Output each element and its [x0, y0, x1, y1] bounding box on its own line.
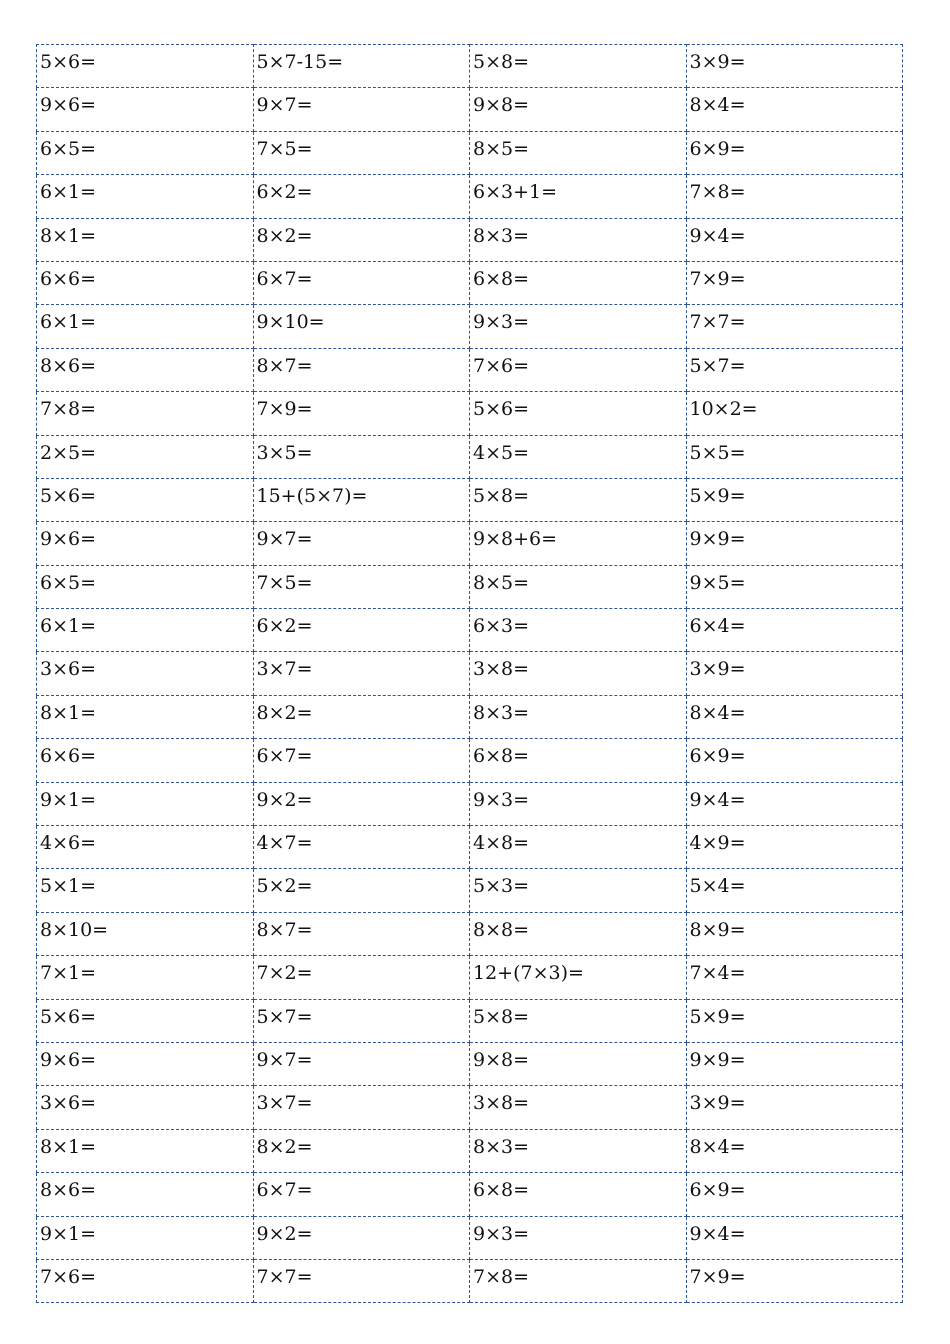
problem-text: 6×7=	[256, 267, 313, 290]
problem-cell	[253, 826, 470, 869]
problem-text: 7×1=	[40, 962, 97, 985]
problem-cell	[470, 695, 687, 738]
problem-text: 6×2=	[256, 181, 313, 204]
problem-text: 7×6=	[40, 1265, 97, 1288]
problem-row	[37, 912, 903, 955]
problem-cell	[37, 652, 254, 695]
problem-cell	[37, 1129, 254, 1172]
problem-row	[37, 218, 903, 261]
problem-cell	[253, 695, 470, 738]
problem-text: 3×6=	[40, 658, 97, 681]
problem-text: 3×8=	[473, 658, 530, 681]
problem-cell	[686, 826, 903, 869]
problem-text: 6×6=	[40, 745, 97, 768]
problem-text: 9×1=	[40, 1222, 97, 1245]
problem-text: 9×2=	[256, 788, 313, 811]
problem-text: 8×3=	[473, 224, 530, 247]
problem-cell	[470, 305, 687, 348]
problem-cell	[37, 826, 254, 869]
problem-text: 6×2=	[256, 615, 313, 638]
problem-text: 5×8=	[473, 484, 530, 507]
problem-cell	[37, 565, 254, 608]
problem-text: 3×7=	[256, 658, 313, 681]
problem-cell	[253, 478, 470, 521]
problem-text: 9×8+6=	[473, 528, 558, 551]
problem-cell	[470, 1259, 687, 1302]
problem-text: 3×6=	[40, 1092, 97, 1115]
problem-text: 5×8=	[473, 51, 530, 73]
problem-text: 5×6=	[40, 51, 97, 73]
problem-cell	[470, 392, 687, 435]
problem-text: 9×8=	[473, 94, 530, 117]
problem-row	[37, 999, 903, 1042]
problem-text: 9×3=	[473, 788, 530, 811]
problem-text: 4×7=	[256, 832, 313, 855]
problem-cell	[470, 88, 687, 131]
problem-cell	[37, 912, 254, 955]
problem-row	[37, 782, 903, 825]
problem-text: 5×6=	[40, 484, 97, 507]
problem-cell	[686, 392, 903, 435]
problem-cell	[37, 956, 254, 999]
problem-row	[37, 435, 903, 478]
problem-cell	[470, 912, 687, 955]
problem-text: 8×1=	[40, 1135, 97, 1158]
problem-cell	[253, 1259, 470, 1302]
problem-cell	[686, 782, 903, 825]
problem-text: 9×9=	[689, 1048, 746, 1071]
problem-text: 9×4=	[689, 788, 746, 811]
problem-row	[37, 478, 903, 521]
problem-text: 7×4=	[689, 962, 746, 985]
problem-cell	[37, 739, 254, 782]
problem-cell	[253, 1216, 470, 1259]
problem-text: 9×7=	[256, 528, 313, 551]
problem-cell	[37, 999, 254, 1042]
problem-cell	[253, 869, 470, 912]
problem-row	[37, 131, 903, 174]
problem-cell	[37, 88, 254, 131]
problem-cell	[686, 609, 903, 652]
problem-row	[37, 45, 903, 88]
problem-cell	[253, 45, 470, 88]
problem-text: 6×4=	[689, 615, 746, 638]
problem-text: 8×6=	[40, 1179, 97, 1202]
problem-text: 7×8=	[40, 398, 97, 421]
problem-text: 8×8=	[473, 918, 530, 941]
problem-cell	[253, 956, 470, 999]
problem-cell	[470, 999, 687, 1042]
problem-row	[37, 522, 903, 565]
problem-row	[37, 305, 903, 348]
problem-row	[37, 739, 903, 782]
problem-row	[37, 1259, 903, 1302]
problem-cell	[37, 261, 254, 304]
problem-text: 9×6=	[40, 528, 97, 551]
problem-text: 5×2=	[256, 875, 313, 898]
problem-row	[37, 869, 903, 912]
problem-row	[37, 1173, 903, 1216]
problem-text: 6×6=	[40, 267, 97, 290]
problem-cell	[686, 131, 903, 174]
problem-text: 4×8=	[473, 832, 530, 855]
problem-cell	[37, 695, 254, 738]
problem-text: 7×7=	[256, 1265, 313, 1288]
problem-cell	[253, 218, 470, 261]
problem-cell	[253, 305, 470, 348]
problem-text: 9×10=	[256, 311, 325, 334]
problem-text: 5×9=	[689, 1005, 746, 1028]
problem-text: 6×7=	[256, 1179, 313, 1202]
problem-text: 7×6=	[473, 354, 530, 377]
problem-text: 8×5=	[473, 137, 530, 160]
problem-cell	[37, 435, 254, 478]
problem-text: 8×1=	[40, 224, 97, 247]
problem-text: 7×9=	[689, 1265, 746, 1288]
problem-text: 8×2=	[256, 701, 313, 724]
problem-cell	[686, 869, 903, 912]
problem-row	[37, 88, 903, 131]
problem-text: 8×7=	[256, 918, 313, 941]
problem-text: 5×6=	[40, 1005, 97, 1028]
problem-cell	[37, 1042, 254, 1085]
problem-text: 5×7=	[689, 354, 746, 377]
problem-cell	[253, 261, 470, 304]
problem-text: 7×9=	[256, 398, 313, 421]
problem-row	[37, 175, 903, 218]
problem-cell	[686, 1042, 903, 1085]
problem-text: 6×5=	[40, 137, 97, 160]
problem-row	[37, 1042, 903, 1085]
problem-cell	[253, 609, 470, 652]
problem-cell	[470, 652, 687, 695]
problem-cell	[470, 131, 687, 174]
problem-cell	[253, 782, 470, 825]
problem-cell	[470, 609, 687, 652]
problem-cell	[470, 1216, 687, 1259]
problem-cell	[686, 218, 903, 261]
problem-cell	[686, 1129, 903, 1172]
problem-cell	[686, 652, 903, 695]
problem-text: 8×9=	[689, 918, 746, 941]
problem-text: 5×5=	[689, 441, 746, 464]
problem-cell	[470, 1042, 687, 1085]
problem-cell	[470, 45, 687, 88]
problem-text: 6×9=	[689, 1179, 746, 1202]
problem-cell	[686, 45, 903, 88]
problem-cell	[470, 1173, 687, 1216]
problem-text: 9×7=	[256, 1048, 313, 1071]
worksheet-body	[37, 45, 903, 1303]
problem-cell	[253, 912, 470, 955]
problem-cell	[37, 1259, 254, 1302]
problem-text: 7×8=	[473, 1265, 530, 1288]
problem-cell	[253, 522, 470, 565]
problem-row	[37, 956, 903, 999]
problem-cell	[37, 305, 254, 348]
problem-cell	[253, 999, 470, 1042]
problem-cell	[37, 45, 254, 88]
problem-text: 4×9=	[689, 832, 746, 855]
problem-text: 7×7=	[689, 311, 746, 334]
problem-cell	[470, 1086, 687, 1129]
problem-text: 6×1=	[40, 311, 97, 334]
problem-text: 3×9=	[689, 658, 746, 681]
problem-cell	[253, 1086, 470, 1129]
problem-text: 7×5=	[256, 137, 313, 160]
problem-text: 15+(5×7)=	[256, 484, 368, 507]
problem-cell	[686, 1216, 903, 1259]
problem-text: 9×4=	[689, 224, 746, 247]
problem-text: 9×3=	[473, 311, 530, 334]
problem-text: 9×3=	[473, 1222, 530, 1245]
problem-cell	[470, 522, 687, 565]
problem-cell	[470, 218, 687, 261]
problem-text: 6×3+1=	[473, 181, 558, 204]
problem-cell	[686, 1086, 903, 1129]
problem-cell	[470, 175, 687, 218]
problem-cell	[253, 131, 470, 174]
problem-row	[37, 1086, 903, 1129]
problem-text: 5×1=	[40, 875, 97, 898]
problem-text: 9×6=	[40, 1048, 97, 1071]
problem-text: 7×2=	[256, 962, 313, 985]
problem-cell	[253, 435, 470, 478]
problem-cell	[686, 435, 903, 478]
problem-text: 3×8=	[473, 1092, 530, 1115]
problem-text: 3×5=	[256, 441, 313, 464]
problem-text: 6×5=	[40, 571, 97, 594]
problem-cell	[470, 869, 687, 912]
problem-cell	[37, 1173, 254, 1216]
problem-cell	[253, 1129, 470, 1172]
problem-text: 9×7=	[256, 94, 313, 117]
problem-text: 5×3=	[473, 875, 530, 898]
problem-cell	[686, 522, 903, 565]
problem-cell	[686, 261, 903, 304]
problem-text: 5×4=	[689, 875, 746, 898]
problem-text: 6×8=	[473, 1179, 530, 1202]
problem-cell	[37, 392, 254, 435]
problem-cell	[37, 478, 254, 521]
problem-cell	[470, 1129, 687, 1172]
problem-row	[37, 1129, 903, 1172]
problem-cell	[253, 652, 470, 695]
problem-cell	[686, 695, 903, 738]
problem-cell	[253, 565, 470, 608]
problem-cell	[686, 739, 903, 782]
problem-text: 7×9=	[689, 267, 746, 290]
problem-cell	[37, 131, 254, 174]
problem-text: 8×4=	[689, 701, 746, 724]
problem-cell	[686, 912, 903, 955]
problem-cell	[37, 348, 254, 391]
problem-text: 8×1=	[40, 701, 97, 724]
problem-cell	[686, 478, 903, 521]
problem-cell	[686, 1173, 903, 1216]
problem-row	[37, 652, 903, 695]
problem-cell	[253, 348, 470, 391]
problem-row	[37, 1216, 903, 1259]
problem-row	[37, 348, 903, 391]
problem-cell	[37, 782, 254, 825]
problem-cell	[253, 88, 470, 131]
problem-text: 6×1=	[40, 615, 97, 638]
problem-cell	[686, 565, 903, 608]
problem-row	[37, 565, 903, 608]
problem-text: 3×9=	[689, 51, 746, 73]
problem-text: 8×3=	[473, 701, 530, 724]
problem-text: 12+(7×3)=	[473, 962, 584, 985]
problem-text: 2×5=	[40, 441, 97, 464]
problem-row	[37, 695, 903, 738]
problem-text: 6×8=	[473, 745, 530, 768]
problem-text: 6×1=	[40, 181, 97, 204]
problem-text: 9×5=	[689, 571, 746, 594]
problem-row	[37, 261, 903, 304]
problem-cell	[37, 869, 254, 912]
problem-cell	[686, 999, 903, 1042]
problem-text: 6×7=	[256, 745, 313, 768]
problem-cell	[253, 175, 470, 218]
problem-cell	[253, 392, 470, 435]
problem-text: 6×8=	[473, 267, 530, 290]
problem-cell	[37, 1216, 254, 1259]
problem-cell	[253, 1042, 470, 1085]
problem-cell	[686, 175, 903, 218]
problem-row	[37, 609, 903, 652]
problem-cell	[470, 956, 687, 999]
problem-text: 8×3=	[473, 1135, 530, 1158]
problem-text: 5×8=	[473, 1005, 530, 1028]
problem-text: 5×7-15=	[256, 51, 344, 73]
problem-text: 7×5=	[256, 571, 313, 594]
problem-cell	[37, 609, 254, 652]
problem-text: 9×6=	[40, 94, 97, 117]
problem-text: 7×8=	[689, 181, 746, 204]
problem-text: 8×4=	[689, 94, 746, 117]
problem-text: 3×9=	[689, 1092, 746, 1115]
problem-text: 6×3=	[473, 615, 530, 638]
problem-cell	[253, 739, 470, 782]
problem-text: 9×2=	[256, 1222, 313, 1245]
problem-text: 9×4=	[689, 1222, 746, 1245]
problem-text: 9×9=	[689, 528, 746, 551]
problem-cell	[470, 739, 687, 782]
problem-text: 5×9=	[689, 484, 746, 507]
problem-cell	[686, 348, 903, 391]
problem-text: 9×1=	[40, 788, 97, 811]
problem-cell	[470, 782, 687, 825]
problem-cell	[686, 88, 903, 131]
problem-text: 4×5=	[473, 441, 530, 464]
problem-text: 4×6=	[40, 832, 97, 855]
problem-text: 8×4=	[689, 1135, 746, 1158]
problem-text: 8×6=	[40, 354, 97, 377]
problem-cell	[686, 956, 903, 999]
problem-text: 6×9=	[689, 745, 746, 768]
problem-text: 8×2=	[256, 224, 313, 247]
problem-text: 3×7=	[256, 1092, 313, 1115]
problem-text: 6×9=	[689, 137, 746, 160]
problem-cell	[470, 261, 687, 304]
problem-cell	[37, 218, 254, 261]
problem-row	[37, 826, 903, 869]
problem-cell	[37, 175, 254, 218]
arithmetic-worksheet-table	[36, 44, 903, 1303]
problem-cell	[37, 522, 254, 565]
problem-text: 9×8=	[473, 1048, 530, 1071]
problem-text: 10×2=	[689, 398, 758, 421]
problem-cell	[686, 1259, 903, 1302]
problem-text: 8×5=	[473, 571, 530, 594]
problem-cell	[470, 478, 687, 521]
problem-row	[37, 392, 903, 435]
problem-text: 8×7=	[256, 354, 313, 377]
problem-cell	[470, 348, 687, 391]
problem-cell	[37, 1086, 254, 1129]
problem-cell	[686, 305, 903, 348]
problem-cell	[253, 1173, 470, 1216]
problem-cell	[470, 435, 687, 478]
problem-text: 5×7=	[256, 1005, 313, 1028]
problem-cell	[470, 565, 687, 608]
problem-text: 8×2=	[256, 1135, 313, 1158]
problem-text: 8×10=	[40, 918, 109, 941]
problem-cell	[470, 826, 687, 869]
problem-text: 5×6=	[473, 398, 530, 421]
